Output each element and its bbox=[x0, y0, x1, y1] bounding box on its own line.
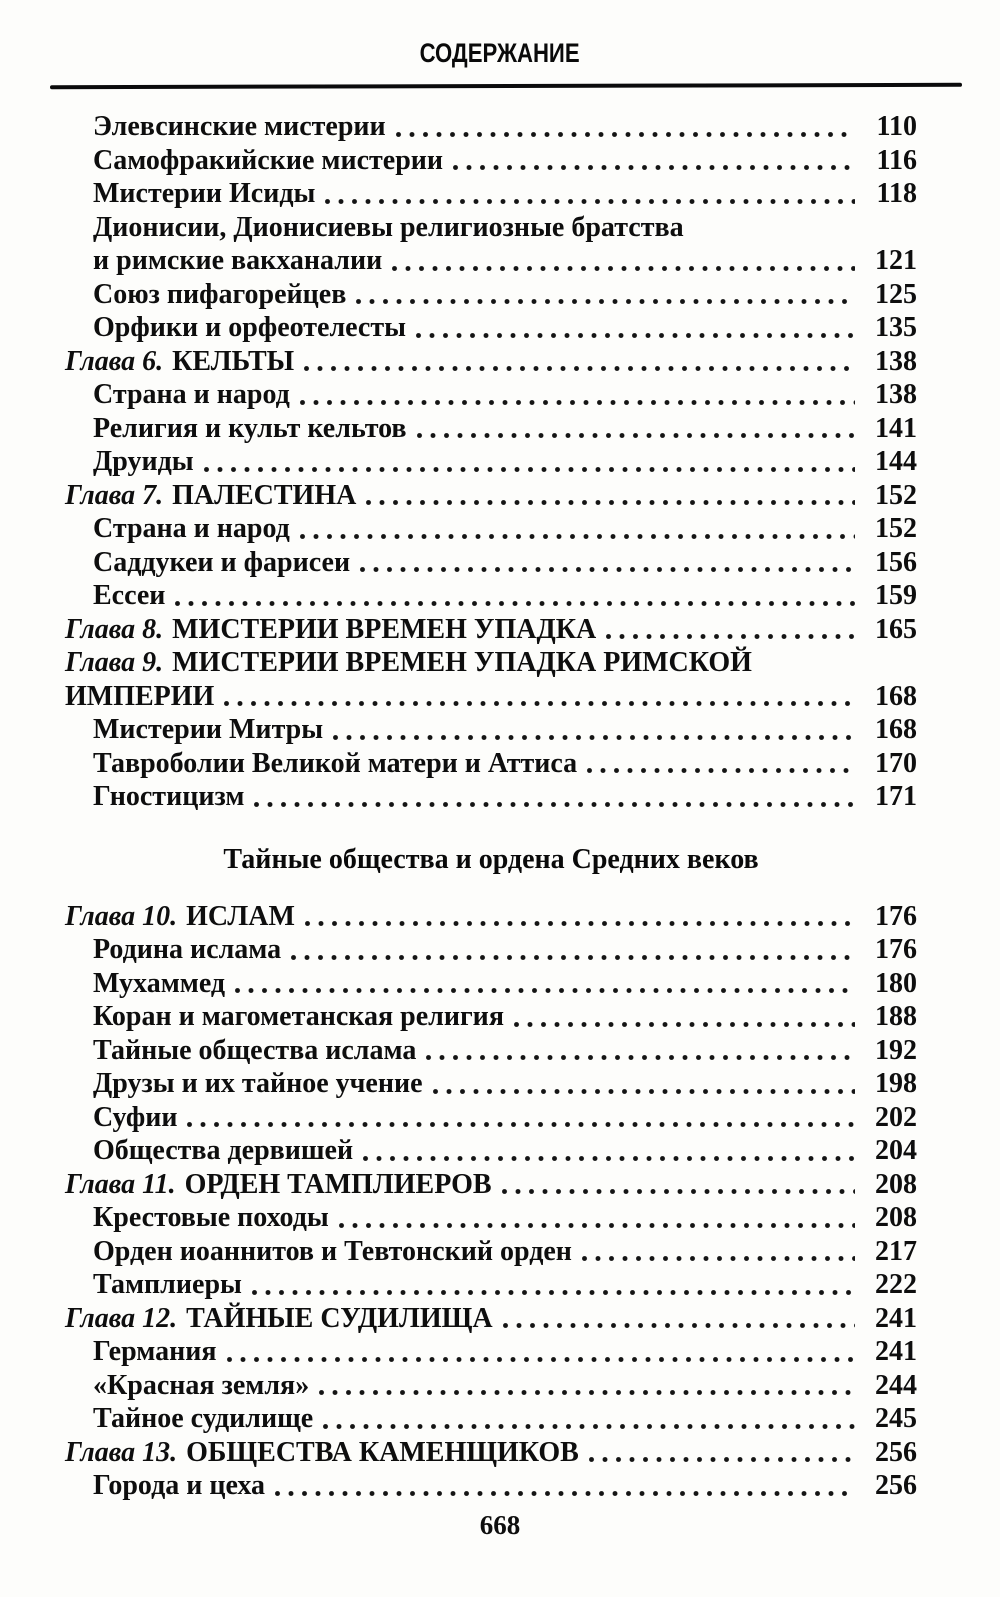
entry-title: Родина ислама bbox=[93, 934, 282, 965]
dot-leader bbox=[363, 1156, 855, 1161]
dot-leader bbox=[453, 165, 855, 170]
toc-entry bbox=[65, 445, 917, 479]
entry-title: ПАЛЕСТИНА bbox=[172, 479, 357, 511]
entry-title: Суфии bbox=[93, 1101, 178, 1133]
toc-entry bbox=[65, 1469, 917, 1503]
dot-leader bbox=[323, 1424, 855, 1429]
entry-title: Коран и магометанская религия bbox=[93, 1001, 504, 1032]
dot-leader bbox=[175, 601, 855, 606]
entry-title: МИСТЕРИИ ВРЕМЕН УПАДКА bbox=[172, 613, 597, 645]
entry-title: Страна и народ bbox=[93, 379, 290, 410]
entry-page-number: 144 bbox=[875, 446, 917, 477]
dot-leader bbox=[503, 1323, 855, 1328]
toc-entry bbox=[65, 1302, 917, 1336]
dot-leader bbox=[187, 1122, 855, 1127]
toc-entry bbox=[65, 1268, 917, 1302]
header-rule bbox=[50, 83, 962, 89]
entry-title: ИСЛАМ bbox=[186, 900, 295, 932]
dot-leader bbox=[606, 634, 855, 639]
toc-entry bbox=[65, 546, 917, 580]
page-title-text: СОДЕРЖАНИЕ bbox=[419, 38, 581, 68]
toc-entry bbox=[65, 177, 917, 211]
toc-entry bbox=[65, 278, 917, 312]
dot-leader bbox=[433, 1089, 855, 1094]
toc-entry bbox=[65, 1201, 917, 1235]
dot-leader bbox=[502, 1189, 855, 1194]
page-title bbox=[0, 38, 1000, 69]
dot-leader bbox=[514, 1022, 855, 1027]
entry-title: Друзы и их тайное учение bbox=[93, 1068, 423, 1099]
toc-entry bbox=[65, 579, 917, 613]
entry-page-number: 168 bbox=[875, 714, 917, 745]
chapter-number-prefix: Глава 7. bbox=[65, 479, 164, 511]
entry-title: Города и цеха bbox=[93, 1470, 266, 1501]
toc-entry bbox=[65, 1436, 917, 1470]
dot-leader bbox=[589, 1457, 855, 1462]
dot-leader bbox=[339, 1223, 855, 1228]
chapter-number-prefix: Глава 12. bbox=[65, 1302, 178, 1334]
entry-page-number: 180 bbox=[875, 967, 917, 999]
toc-entry bbox=[65, 311, 917, 345]
dot-leader bbox=[224, 701, 855, 706]
entry-title: Орден иоаннитов и Тевтонский орден bbox=[93, 1235, 572, 1267]
toc-entry bbox=[65, 747, 917, 781]
entry-page-number: 217 bbox=[875, 1235, 917, 1267]
toc-entry bbox=[65, 1168, 917, 1202]
entry-title: Религия и культ кельтов bbox=[93, 412, 407, 444]
entry-title: Элевсинские мистерии bbox=[93, 111, 386, 142]
entry-title: Дионисии, Дионисиевы религиозные братства bbox=[93, 211, 684, 243]
entry-page-number: 188 bbox=[875, 1001, 917, 1032]
dot-leader bbox=[360, 567, 855, 572]
entry-page-number: 138 bbox=[875, 345, 917, 377]
toc-entry bbox=[65, 713, 917, 747]
entry-title: Самофракийские мистерии bbox=[93, 144, 444, 176]
toc-entry bbox=[65, 412, 917, 446]
dot-leader bbox=[300, 400, 855, 405]
entry-title: КЕЛЬТЫ bbox=[172, 345, 295, 377]
chapter-number-prefix: Глава 9. bbox=[65, 647, 164, 678]
entry-title: Саддукеи и фарисеи bbox=[93, 546, 351, 578]
toc-entry bbox=[65, 680, 917, 714]
entry-page-number: 138 bbox=[875, 379, 917, 410]
toc-entry bbox=[65, 1402, 917, 1436]
dot-leader bbox=[333, 735, 855, 740]
entry-page-number: 241 bbox=[875, 1336, 917, 1367]
dot-leader bbox=[304, 366, 855, 371]
entry-page-number: 110 bbox=[876, 111, 917, 142]
entry-page-number: 208 bbox=[875, 1202, 917, 1233]
chapter-number-prefix: Глава 10. bbox=[65, 900, 178, 932]
toc-entry bbox=[65, 378, 917, 412]
entry-page-number: 208 bbox=[875, 1168, 917, 1200]
toc-entry bbox=[65, 479, 917, 513]
entry-page-number: 222 bbox=[875, 1269, 917, 1300]
entry-page-number: 176 bbox=[875, 934, 917, 965]
toc-entry bbox=[65, 1034, 917, 1068]
entry-title: Тамплиеры bbox=[93, 1269, 242, 1300]
entry-title: Тавроболии Великой матери и Аттиса bbox=[93, 747, 578, 779]
toc-entry bbox=[65, 1134, 917, 1168]
entry-page-number: 165 bbox=[875, 613, 917, 645]
entry-title: Крестовые походы bbox=[93, 1202, 329, 1233]
dot-leader bbox=[204, 467, 855, 472]
toc-entry bbox=[65, 1335, 917, 1369]
dot-leader bbox=[291, 955, 855, 960]
chapter-number-prefix: Глава 8. bbox=[65, 613, 164, 645]
dot-leader bbox=[417, 433, 856, 438]
toc-entry bbox=[65, 780, 917, 814]
toc-entry bbox=[65, 110, 917, 144]
toc-entry bbox=[65, 1000, 917, 1034]
entry-title: Орфики и орфеотелесты bbox=[93, 312, 406, 343]
dot-leader bbox=[325, 199, 855, 204]
toc-list bbox=[65, 110, 917, 1503]
dot-leader bbox=[235, 988, 855, 993]
entry-page-number: 152 bbox=[875, 513, 917, 544]
toc-entry bbox=[65, 244, 917, 278]
entry-page-number: 244 bbox=[875, 1369, 917, 1401]
entry-page-number: 125 bbox=[875, 278, 917, 310]
toc-entry bbox=[65, 512, 917, 546]
entry-page-number: 241 bbox=[875, 1302, 917, 1334]
entry-page-number: 198 bbox=[875, 1068, 917, 1099]
entry-page-number: 245 bbox=[875, 1403, 917, 1434]
entry-title: ОБЩЕСТВА КАМЕНЩИКОВ bbox=[186, 1436, 579, 1468]
entry-page-number: 118 bbox=[876, 178, 917, 209]
entry-page-number: 116 bbox=[876, 144, 917, 176]
entry-page-number: 156 bbox=[875, 546, 917, 578]
dot-leader bbox=[300, 534, 855, 539]
entry-title: Общества дервишей bbox=[93, 1135, 354, 1166]
dot-leader bbox=[319, 1390, 855, 1395]
entry-title: Мухаммед bbox=[93, 967, 226, 999]
footer-page-number: 668 bbox=[479, 1510, 521, 1540]
section-heading: Тайные общества и ордена Средних веков bbox=[223, 843, 759, 875]
entry-page-number: 202 bbox=[875, 1101, 917, 1133]
dot-leader bbox=[356, 299, 855, 304]
entry-page-number: 256 bbox=[875, 1470, 917, 1501]
entry-page-number: 256 bbox=[875, 1436, 917, 1468]
entry-page-number: 192 bbox=[875, 1034, 917, 1066]
entry-title: ИМПЕРИИ bbox=[65, 680, 215, 712]
toc-entry bbox=[65, 613, 917, 647]
dot-leader bbox=[396, 132, 855, 137]
entry-title: Союз пифагорейцев bbox=[93, 278, 347, 310]
toc-entry bbox=[65, 1067, 917, 1101]
entry-page-number: 170 bbox=[875, 747, 917, 779]
toc-entry bbox=[65, 211, 917, 245]
dot-leader bbox=[392, 266, 855, 271]
entry-title: и римские вакханалии bbox=[93, 245, 383, 276]
entry-title: Тайное судилище bbox=[93, 1403, 314, 1434]
dot-leader bbox=[366, 500, 855, 505]
dot-leader bbox=[416, 333, 855, 338]
toc-entry bbox=[65, 1369, 917, 1403]
toc-entry bbox=[65, 1101, 917, 1135]
entry-title: ОРДЕН ТАМПЛИЕРОВ bbox=[184, 1168, 492, 1200]
dot-leader bbox=[252, 1290, 855, 1295]
dot-leader bbox=[275, 1491, 855, 1496]
entry-title: Ессеи bbox=[93, 580, 166, 611]
toc-entry bbox=[65, 1235, 917, 1269]
dot-leader bbox=[582, 1256, 855, 1261]
entry-title: МИСТЕРИИ ВРЕМЕН УПАДКА РИМСКОЙ bbox=[172, 647, 752, 678]
dot-leader bbox=[587, 768, 855, 773]
toc-entry bbox=[65, 967, 917, 1001]
entry-title: Мистерии Исиды bbox=[93, 178, 316, 209]
entry-title: Гностицизм bbox=[93, 781, 245, 812]
toc-entry bbox=[65, 144, 917, 178]
entry-title: ТАЙНЫЕ СУДИЛИЩА bbox=[186, 1302, 493, 1334]
entry-title: Германия bbox=[93, 1336, 217, 1367]
entry-page-number: 204 bbox=[875, 1135, 917, 1166]
dot-leader bbox=[305, 921, 855, 926]
entry-page-number: 171 bbox=[875, 781, 917, 812]
entry-page-number: 176 bbox=[875, 900, 917, 932]
entry-page-number: 141 bbox=[875, 412, 917, 444]
toc-entry bbox=[65, 900, 917, 934]
dot-leader bbox=[254, 802, 855, 807]
dot-leader bbox=[426, 1055, 855, 1060]
toc-entry bbox=[65, 933, 917, 967]
entry-page-number: 135 bbox=[875, 312, 917, 343]
toc-entry bbox=[65, 345, 917, 379]
entry-title: «Красная земля» bbox=[93, 1369, 310, 1401]
entry-page-number: 152 bbox=[875, 479, 917, 511]
entry-title: Друиды bbox=[93, 446, 194, 477]
entry-page-number: 121 bbox=[875, 245, 917, 276]
chapter-number-prefix: Глава 6. bbox=[65, 345, 164, 377]
chapter-number-prefix: Глава 11. bbox=[65, 1168, 176, 1200]
entry-title: Страна и народ bbox=[93, 513, 290, 544]
dot-leader bbox=[227, 1357, 855, 1362]
chapter-number-prefix: Глава 13. bbox=[65, 1436, 178, 1468]
entry-title: Мистерии Митры bbox=[93, 714, 324, 745]
entry-title: Тайные общества ислама bbox=[93, 1034, 417, 1066]
entry-page-number: 159 bbox=[875, 580, 917, 611]
entry-page-number: 168 bbox=[875, 680, 917, 712]
toc-entry bbox=[65, 646, 917, 680]
